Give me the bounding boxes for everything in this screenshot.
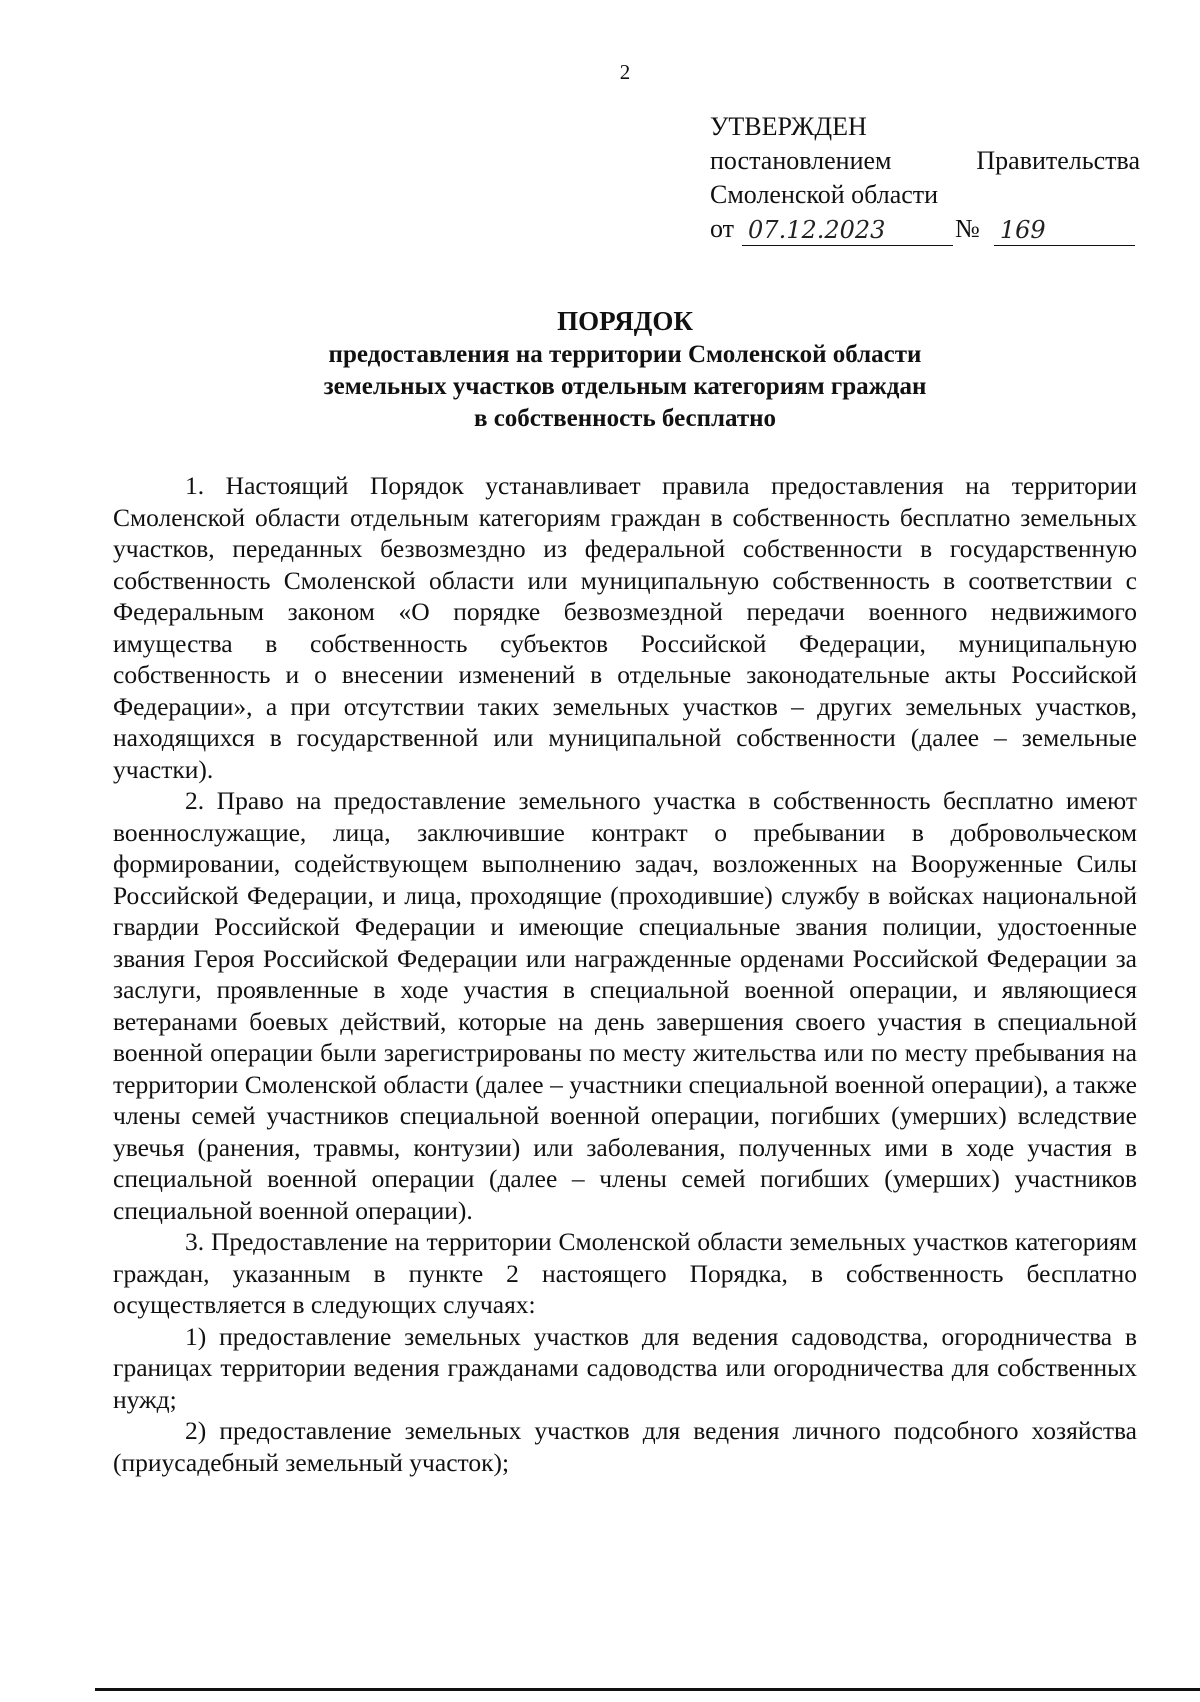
page-number: 2 (619, 60, 631, 84)
document-title: ПОРЯДОК (557, 306, 693, 336)
bottom-rule (95, 1688, 1200, 1691)
date-prefix: от (710, 214, 735, 243)
approval-line-3: Смоленской области (710, 180, 939, 209)
number-sign: № (955, 214, 980, 243)
subtitle-line-1: предоставления на территории Смоленской области (328, 341, 922, 368)
subtitle-line-3: в собственность бесплатно (473, 405, 777, 432)
approval-line-2-right: Правительства (976, 146, 1140, 175)
document-heading (130, 303, 1120, 435)
paragraph-3-item-1: 1) предоставление земельных участков для ведения садоводства, огородничества в границах территории ведения гражданами садоводства или огородничества для собственных нужд; (113, 1321, 1137, 1414)
document-body (113, 470, 1137, 1478)
approval-date-line (710, 212, 1140, 246)
paragraph-1: 1. Настоящий Порядок устанавливает правила предоставления на территории Смоленской области отдельным категориям граждан в собственность бесплатно земельных участков, переданных безвозмездно из федеральной собственности в государственную собственность Смоленской области или муниципальную собственность в соответствии с Федеральным законом «О порядке безвозмездной передачи военного недвижимого имущества в собственность субъектов Российской Федерации, муниципальную собственность и о внесении изменений в отдельные законодательные акты Российской Федерации», а при отсутствии таких земельных участков – других земельных участков, находящихся в государственной или муниципальной собственности (далее – земельные участки). (113, 471, 1137, 784)
paragraph-2: 2. Право на предоставление земельного участка в собственность бесплатно имеют военнослужащие, лица, заключившие контракт о пребывании в добровольческом формировании, содействующем выполнению задач, возложенных на Вооруженные Силы Российской Федерации, и лица, проходящие (проходившие) службу в войсках национальной гвардии Российской Федерации и имеющие специальные звания полиции, удостоенные звания Героя Российской Федерации или награжденные орденами Российской Федерации за заслуги, проявленные в ходе участия в специальной военной операции, и являющиеся ветеранами боевых действий, которые на день завершения своего участия в специальной военной операции были зарегистрированы по месту жительства или по месту пребывания на территории Смоленской области (далее – участники специальной военной операции), а также члены семей участников специальной военной операции, погибших (умерших) вследствие увечья (ранения, травмы, контузии) или заболевания, полученных ими в ходе участия в специальной военной операции (далее – члены семей погибших (умерших) участников специальной военной операции). (113, 786, 1137, 1225)
paragraph-3: 3. Предоставление на территории Смоленской области земельных участков категориям граждан, указанным в пункте 2 настоящего Порядка, в собственность бесплатно осуществляется в следующих случаях: (113, 1227, 1137, 1319)
paragraph-3-item-2: 2) предоставление земельных участков для ведения личного подсобного хозяйства (приусадебный земельный участок); (113, 1416, 1137, 1477)
approval-line-2 (710, 144, 1140, 178)
approval-line-2-left: постановлением (710, 146, 892, 175)
approval-title: УТВЕРЖДЕН (710, 112, 867, 141)
approval-block (710, 110, 1140, 246)
handwritten-date: 07.12.2023 (742, 215, 953, 246)
subtitle-line-2: земельных участков отдельным категориям граждан (323, 373, 927, 400)
handwritten-number: 169 (994, 215, 1135, 246)
